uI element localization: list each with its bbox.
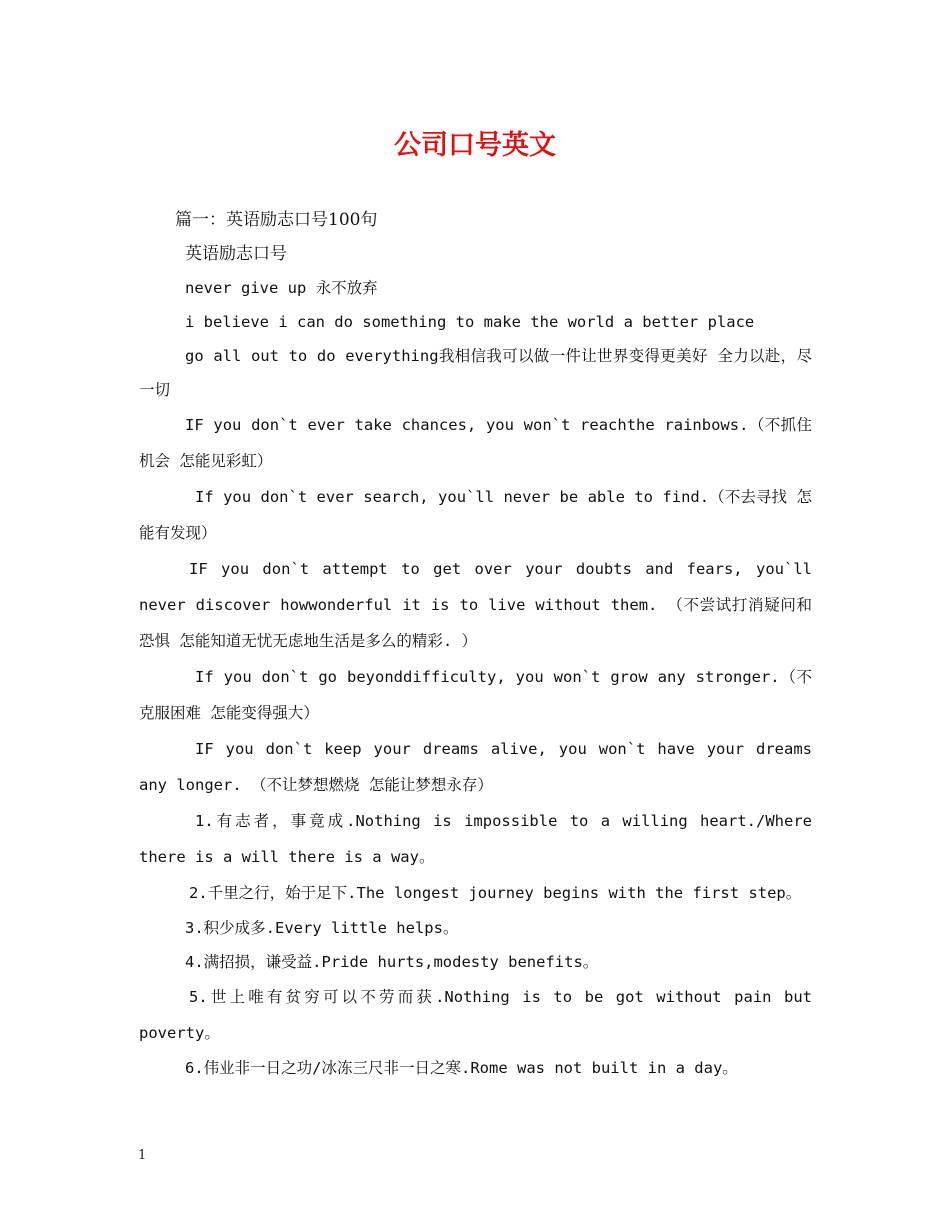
paragraph-line: If you don`t ever search, you`ll never be able to find.（不去寻找 怎能有发现） [139, 488, 812, 542]
paragraph-line: i believe i can do something to make the world a better place [185, 313, 755, 331]
paragraph-line: 5.世上唯有贫穷可以不劳而获.Nothing is to be got without pain but poverty。 [139, 988, 812, 1042]
paragraph-line: IF you don`t ever take chances, you won`t reachthe rainbows.（不抓住机会 怎能见彩虹） [139, 416, 812, 470]
page-number: 1 [138, 1148, 147, 1163]
paragraph-line: 6.伟业非一日之功/冰冻三尺非一日之寒.Rome was not built in a day。 [185, 1059, 738, 1077]
paragraph-line: If you don`t go beyonddifficulty, you won`t grow any stronger.（不克服困难 怎能变得强大） [139, 668, 812, 722]
paragraph-line: never give up 永不放弃 [185, 279, 378, 297]
paragraph-line: IF you don`t keep your dreams alive, you won`t have your dreams any longer. （不让梦想燃烧 怎能让梦想永存） [139, 740, 812, 794]
paragraph-line: 4.满招损，谦受益.Pride hurts,modesty benefits。 [185, 953, 599, 971]
document-body [139, 203, 812, 1085]
paragraph-line: IF you don`t attempt to get over your doubts and fears, you`ll never discover howwonderful it is to live without them. （不尝试打消疑问和恐惧 怎能知道无忧无虑地生活是多么的精彩. ） [139, 560, 812, 650]
paragraph-subheading: 英语励志口号 [185, 244, 287, 264]
paragraph-line: 3.积少成多.Every little helps。 [185, 919, 459, 937]
paragraph-line: 2.千里之行，始于足下.The longest journey begins with the first step。 [189, 884, 802, 902]
paragraph-section-heading: 篇一：英语励志口号100句 [175, 210, 378, 230]
document-title: 公司口号英文 [394, 130, 556, 161]
paragraph-line: 1.有志者，事竟成.Nothing is impossible to a willing heart./Where there is a will there is a way。 [139, 812, 812, 866]
paragraph-line: go all out to do everything我相信我可以做一件让世界变得更美好 全力以赴，尽一切 [139, 347, 812, 399]
